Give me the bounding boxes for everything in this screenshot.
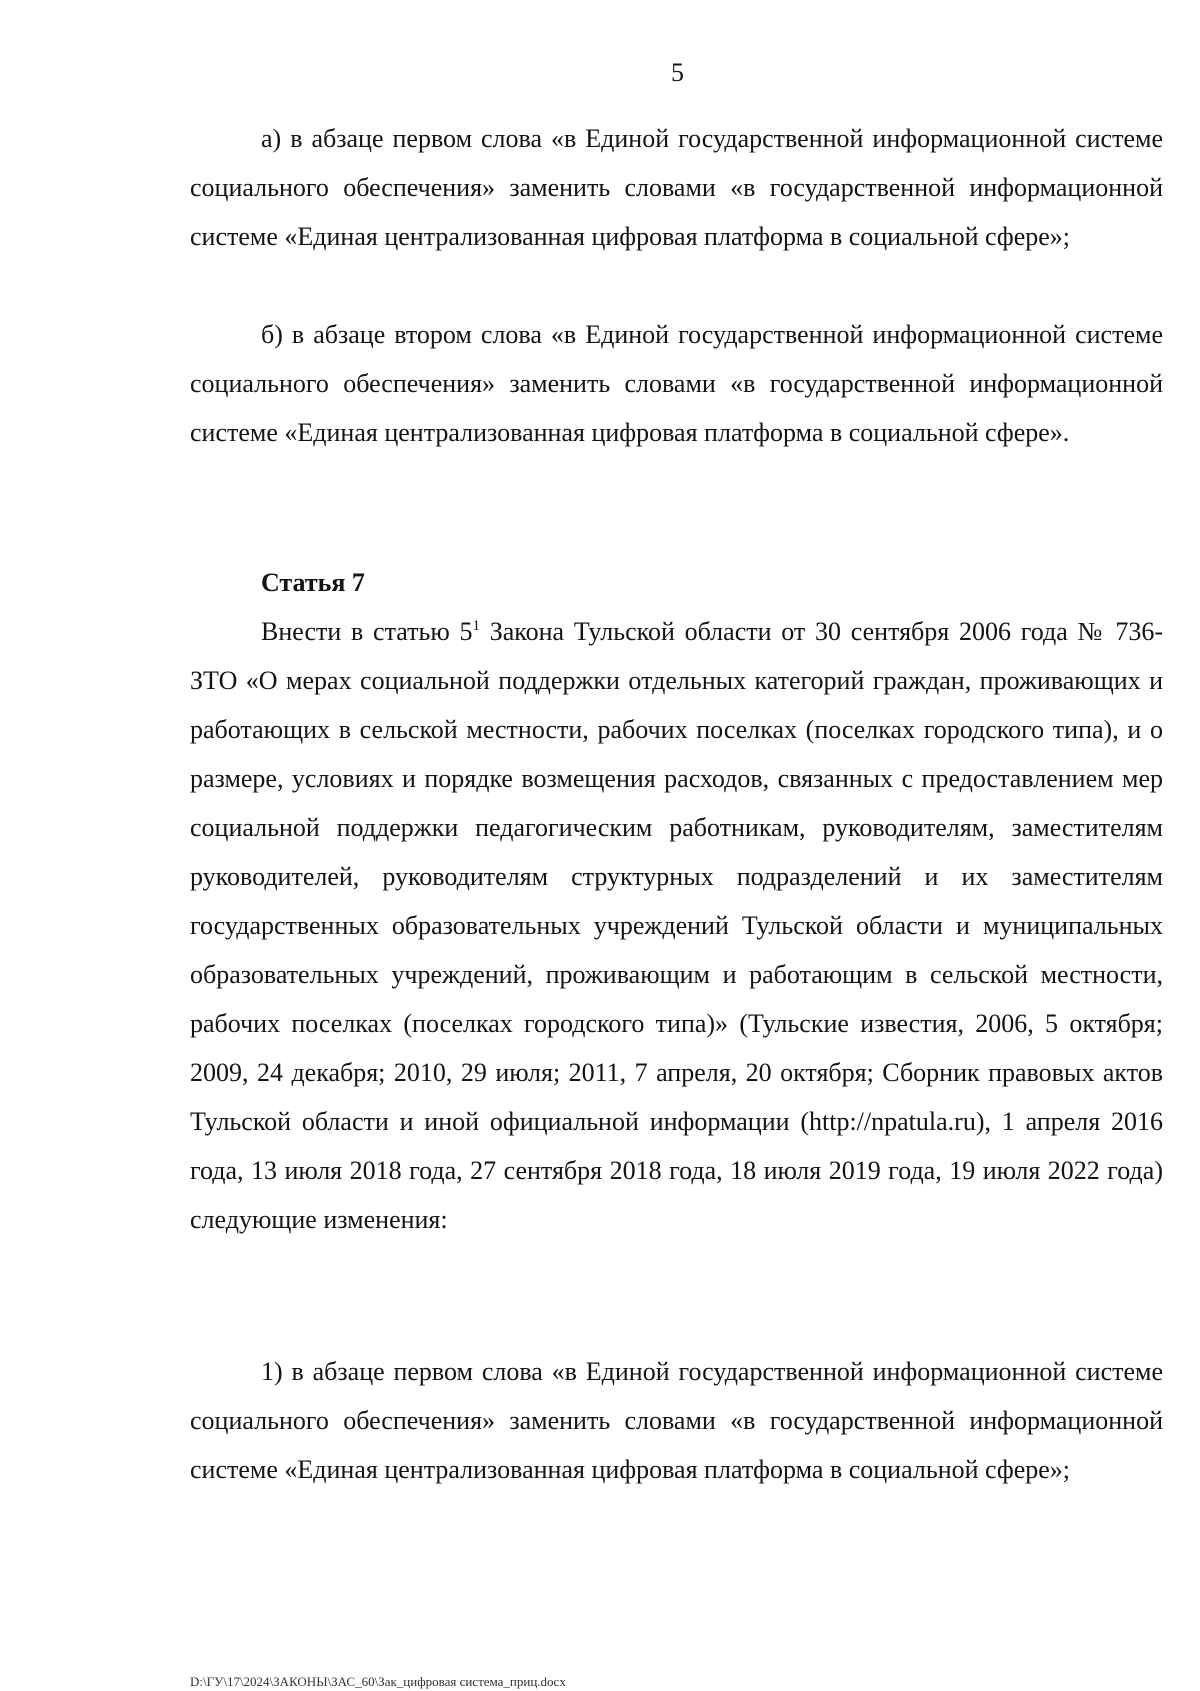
paragraph-b — [190, 310, 1163, 457]
paragraph-1 — [190, 1347, 1163, 1494]
footer-file-path: D:\ГУ\17\2024\ЗАКОНЫ\ЗАС_60\Зак_цифровая система_приц.docx — [190, 1674, 566, 1689]
paragraph-article-intro — [190, 607, 1163, 1244]
paragraph-b-text: б) в абзаце втором слова «в Единой государственной информационной системе социального обеспечения» заменить словами «в государственной информационной системе «Единая централизованная цифровая платформа в социальной сфере». — [190, 320, 1163, 447]
paragraph-1-text: 1) в абзаце первом слова «в Единой государственной информационной системе социального обеспечения» заменить словами «в государственной информационной системе «Единая централизованная цифровая платформа в социальной сфере»; — [190, 1357, 1163, 1484]
intro-text-rest: Закона Тульской области от 30 сентября 2006 года № 736-ЗТО «О мерах социальной поддержки отдельных категорий граждан, проживающих и работающих в сельской местности, рабочих поселках (поселках городского типа), и о размере, условиях и порядке возмещения расходов, связанных с предоставлением мер социальной поддержки педагогическим работникам, руководителям, заместителям руководителей, руководителям структурных подразделений и их заместителям государственных образовательных учреждений Тульской области и муниципальных образовательных учреждений, проживающим и работающим в сельской местности, рабочих поселках (поселках городского типа)» (Тульские известия, 2006, 5 октября; 2009, 24 декабря; 2010, 29 июля; 2011, 7 апреля, 20 октября; Сборник правовых актов Тульской области и иной официальной информации (http://npatula.ru), 1 апреля 2016 года, 13 июля 2018 года, 27 сентября 2018 года, 18 июля 2019 года, 19 июля 2022 года) следующие изменения: — [190, 617, 1163, 1234]
intro-text-start: Внести в статью 5 — [261, 617, 473, 646]
paragraph-a — [190, 114, 1163, 261]
paragraph-a-text: а) в абзаце первом слова «в Единой государственной информационной системе социального обеспечения» заменить словами «в государственной информационной системе «Единая централизованная цифровая платформа в социальной сфере»; — [190, 124, 1163, 251]
article-superscript: 1 — [472, 618, 480, 634]
article-heading: Статья 7 — [261, 568, 365, 597]
page-number: 5 — [671, 58, 684, 87]
